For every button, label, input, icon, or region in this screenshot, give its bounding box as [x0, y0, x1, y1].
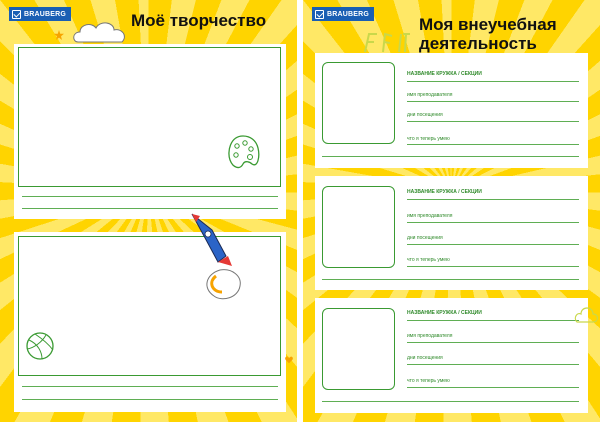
rocket-icon	[186, 210, 256, 306]
attendance-days-label: дни посещения	[407, 355, 443, 361]
attendance-days-line[interactable]	[407, 244, 579, 245]
attendance-days-label: дни посещения	[407, 235, 443, 241]
palette-icon	[226, 134, 260, 172]
activity-card	[315, 298, 588, 413]
activity-card	[315, 53, 588, 168]
skills-label: что я теперь умею	[407, 136, 450, 142]
club-name-label: НАЗВАНИЕ КРУЖКА / СЕКЦИИ	[407, 71, 482, 77]
check-mark-icon	[315, 10, 324, 19]
teacher-name-line[interactable]	[407, 101, 579, 102]
brand-logo-text: BRAUBERG	[24, 10, 67, 18]
page-title: Моё творчество	[131, 11, 267, 30]
cloud-icon	[573, 300, 599, 326]
star-icon	[54, 30, 64, 40]
club-name-label: НАЗВАНИЕ КРУЖКА / СЕКЦИИ	[407, 189, 482, 195]
skills-line[interactable]	[407, 144, 579, 145]
page-my-creativity	[0, 0, 297, 422]
page-title-line-1: Моя внеучебная	[419, 15, 557, 34]
brand-logo	[9, 7, 71, 21]
photo-frame[interactable]	[322, 308, 395, 390]
attendance-days-line[interactable]	[407, 364, 579, 365]
teacher-name-label: имя преподавателя	[407, 92, 453, 98]
activity-card	[315, 176, 588, 290]
teacher-name-label: имя преподавателя	[407, 333, 453, 339]
writing-line[interactable]	[22, 208, 278, 209]
attendance-days-label: дни посещения	[407, 112, 443, 118]
teacher-name-label: имя преподавателя	[407, 213, 453, 219]
teacher-name-line[interactable]	[407, 222, 579, 223]
skills-line[interactable]	[407, 387, 579, 388]
skills-label: что я теперь умею	[407, 257, 450, 263]
writing-line[interactable]	[22, 196, 278, 197]
club-name-line[interactable]	[407, 199, 579, 200]
teacher-name-line[interactable]	[407, 342, 579, 343]
skills-line[interactable]	[322, 156, 579, 157]
skills-line[interactable]	[322, 401, 579, 402]
attendance-days-line[interactable]	[407, 121, 579, 122]
club-name-line[interactable]	[407, 320, 579, 321]
photo-frame[interactable]	[322, 186, 395, 268]
writing-line[interactable]	[22, 386, 278, 387]
skills-line[interactable]	[407, 266, 579, 267]
skills-label: что я теперь умею	[407, 378, 450, 384]
ball-icon	[24, 330, 56, 362]
brand-logo-text: BRAUBERG	[327, 10, 370, 18]
club-name-label: НАЗВАНИЕ КРУЖКА / СЕКЦИИ	[407, 310, 482, 316]
page-title-line-2: деятельность	[419, 34, 537, 53]
photo-frame[interactable]	[322, 62, 395, 144]
check-mark-icon	[12, 10, 21, 19]
page-title	[419, 15, 594, 53]
page-extracurricular	[303, 0, 600, 422]
club-name-line[interactable]	[407, 81, 579, 82]
heart-icon	[285, 356, 293, 364]
brand-logo	[312, 7, 374, 21]
writing-line[interactable]	[22, 399, 278, 400]
skills-line[interactable]	[322, 279, 579, 280]
